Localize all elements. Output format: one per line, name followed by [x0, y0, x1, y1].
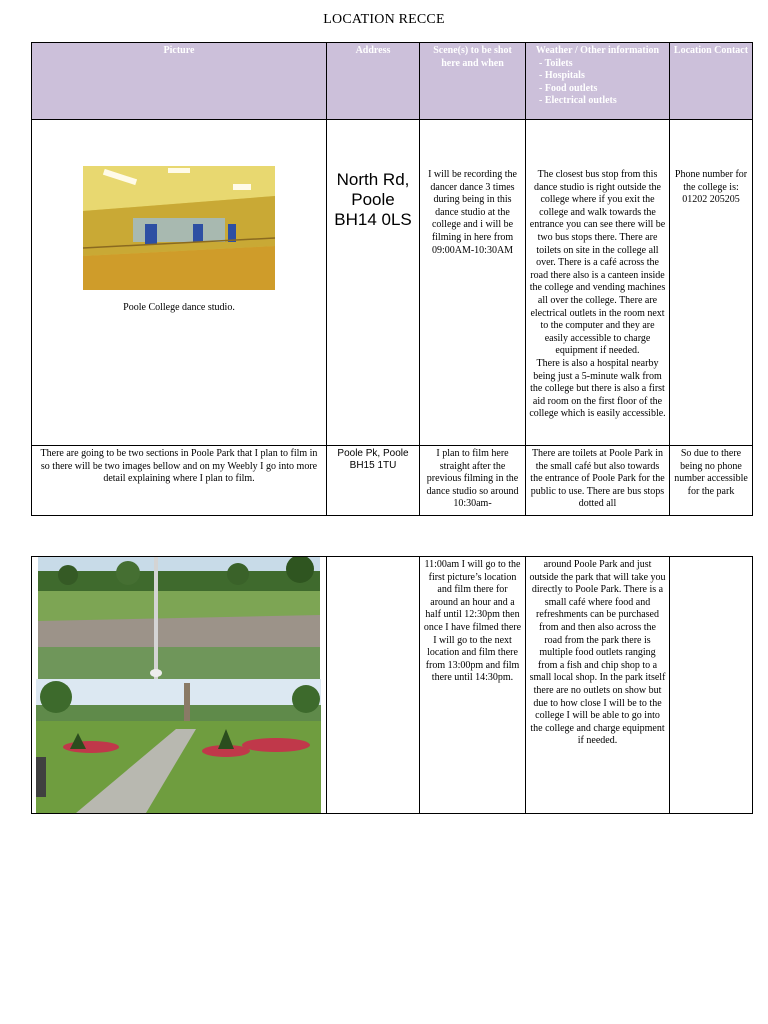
header-weather: [526, 43, 670, 120]
picture-cell: There are going to be two sections in Poole Park that I plan to film in so there will be two images bellow and on my Weebly I go into more detail explaining where I plan to film.: [32, 446, 327, 516]
header-weather-item: - Hospitals: [539, 70, 666, 83]
info-cell: around Poole Park and just outside the park that will take you directly to Poole Park. There is a small café where food and refreshments can be purchased from and then also across the road from the park there is multiple food outlets ranging from a fish and chip shop to a small local shop. In the park itself there are no outlets on show but due to how close I will be to the college I will be able to go into the college and charge equipment if needed.: [526, 557, 670, 814]
table-row: [32, 557, 753, 814]
recce-table-continued: [31, 556, 753, 814]
park-memorial-photo: [36, 679, 321, 813]
address-cell: [327, 557, 420, 814]
info-cell: There are toilets at Poole Park in the small café but also towards the entrance of Poole Park for the public to use. There are bus stops dotted all: [526, 446, 670, 516]
header-picture: Picture: [32, 43, 327, 120]
header-weather-item: - Electrical outlets: [539, 95, 666, 108]
page-title: LOCATION RECCE: [323, 12, 445, 27]
contact-text: Phone number for the college is:: [674, 169, 748, 193]
address-cell: [327, 446, 420, 516]
header-weather-item: - Toilets: [539, 58, 666, 71]
contact-cell: So due to there being no phone number accessible for the park: [670, 446, 753, 516]
address-text: Poole Pk, Poole BH15 1TU: [337, 448, 409, 471]
header-address: Address: [327, 43, 420, 120]
scenes-cell: I plan to film here straight after the previous filming in the dance studio so around 10:30am-: [420, 446, 526, 516]
info-text: The closest bus stop from this dance studio is right outside the college where if you exit the college and walk towards the entrance you can see there will be two bus stops there. There are toilets on site in the college all over. There is a café across the road there also is a canteen inside the college and vending machines all over the college. There are electrical outlets in the room next to the computer and they are easily accessible to charge equipment if needed.: [529, 169, 666, 357]
recce-table: [31, 42, 753, 516]
scenes-cell: [420, 120, 526, 446]
picture-cell: [32, 120, 327, 446]
info-cell: [526, 120, 670, 446]
address-cell: [327, 120, 420, 446]
table-row: [32, 446, 753, 516]
contact-cell: [670, 557, 753, 814]
scenes-cell: 11:00am I will go to the first picture’s location and film there for around an hour and a half until 12:30pm then once I have filmed there I will go to the next location and film there from 13:00pm and film there until 14:30pm.: [420, 557, 526, 814]
address-text: North Rd, Poole BH14 0LS: [334, 170, 412, 229]
header-row: [32, 43, 753, 120]
table-row: [32, 120, 753, 446]
contact-phone: 01202 205205: [682, 194, 740, 206]
header-weather-list: [529, 58, 666, 108]
header-contact: Location Contact: [670, 43, 753, 120]
picture-caption: Poole College dance studio.: [123, 302, 235, 313]
picture-cell: [32, 557, 327, 814]
scenes-text: I will be recording the dancer dance 3 times during being in this dance studio at the college and i will be filming in here from 09:00AM-10:30AM: [428, 169, 517, 256]
contact-cell: [670, 120, 753, 446]
header-weather-label: Weather / Other information: [535, 45, 660, 56]
info-text-hospital: There is also a hospital nearby being just a 5-minute walk from the college but there is also a first aid room on the first floor of the college which is easily accessible.: [529, 357, 666, 420]
dance-studio-photo: [83, 166, 275, 290]
header-weather-item: - Food outlets: [539, 83, 666, 96]
park-field-photo: [38, 557, 320, 679]
header-scenes: Scene(s) to be shot here and when: [420, 43, 526, 120]
